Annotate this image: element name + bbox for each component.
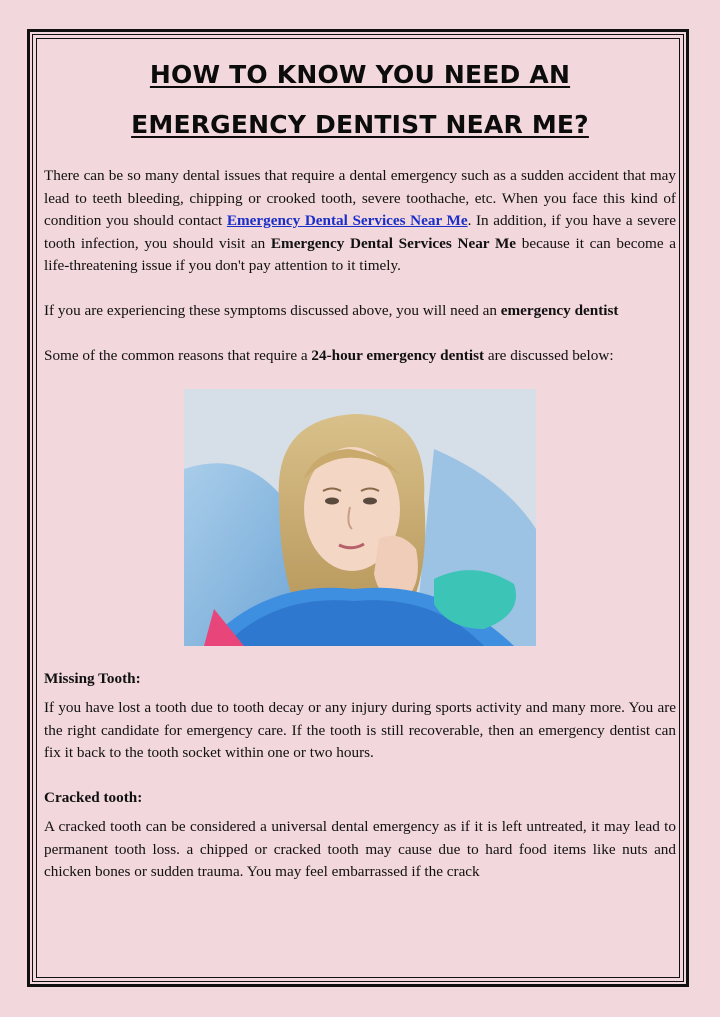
title-line-1: HOW TO KNOW YOU NEED AN — [149, 60, 571, 89]
intro-text-3: because it can become a life-threatening issue if you don't pay attention to it timely. — [44, 234, 677, 275]
symptoms-text: If you are experiencing these symptoms discussed above, you will need an — [44, 301, 501, 319]
reasons-text-2: are discussed below: — [484, 346, 614, 364]
section-heading-missing-tooth: Missing Tooth: — [44, 670, 141, 688]
reasons-text-1: Some of the common reasons that require a — [44, 346, 312, 364]
section-text-missing-tooth: If you have lost a tooth due to tooth decay or any injury during sports activity and many more. You are the right candidate for emergency care. If the tooth is still recoverable, then an emergency dentist can fix it back to the tooth socket within one or two hours. — [44, 699, 676, 762]
intro-text-1: There can be so many dental issues that require a dental emergency such as a sudden accident that may lead to teeth bleeding, chipping or crooked tooth, severe toothache, etc. When you face this kind of condition you should contact — [44, 167, 676, 230]
intro-paragraph — [44, 165, 676, 278]
title-line-2: EMERGENCY DENTIST NEAR ME? — [131, 110, 589, 139]
symptoms-bold-phrase: emergency dentist — [500, 301, 619, 319]
emergency-dental-services-link[interactable]: Emergency Dental Services Near Me — [226, 212, 468, 230]
reasons-bold-phrase: 24-hour emergency dentist — [311, 346, 485, 364]
reasons-paragraph — [44, 345, 676, 368]
document-content — [44, 50, 676, 884]
woman-toothache-illustration — [184, 389, 536, 646]
section-heading-cracked-tooth: Cracked tooth: — [44, 788, 143, 806]
intro-text-2: . In addition, if you have a severe tooth infection, you should visit an — [44, 212, 676, 252]
section-text-cracked-tooth: A cracked tooth can be considered a universal dental emergency as if it is left untreated, it may lead to permanent tooth loss. a chipped or cracked tooth may cause due to hard food items like nuts and chicken bones or sudden trauma. You may feel embarrassed if the crack — [44, 817, 676, 881]
intro-bold-phrase: Emergency Dental Services Near Me — [270, 234, 517, 252]
woman-toothache-photo — [184, 389, 536, 646]
page-title — [44, 50, 676, 150]
symptoms-paragraph — [44, 300, 676, 323]
